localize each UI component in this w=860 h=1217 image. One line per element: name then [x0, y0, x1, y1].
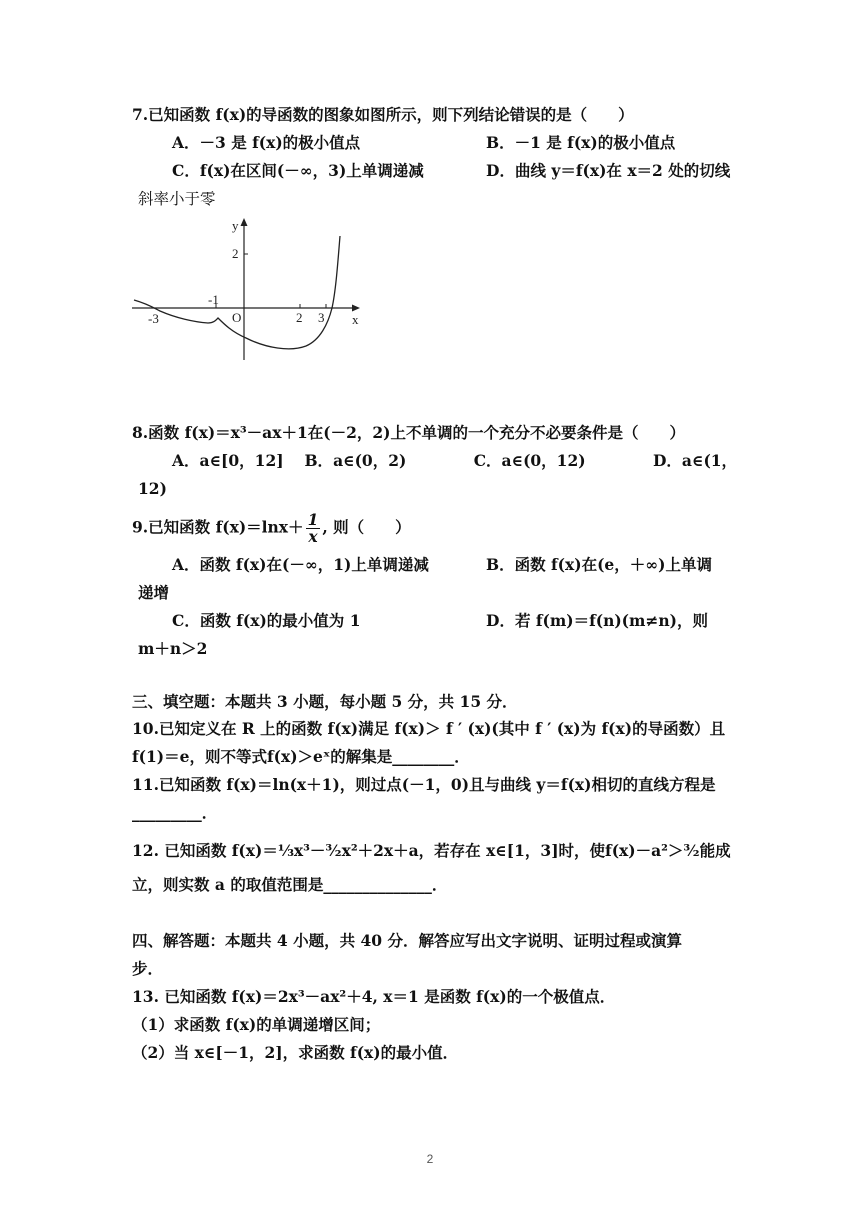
- q7-option-d: D．曲线 y＝f(x)在 x＝2 处的切线: [486, 161, 731, 180]
- section-4-heading-line-1: 四、解答题：本题共 4 小题，共 40 分．解答应写出文字说明、证明过程或演算: [132, 931, 682, 950]
- q7-option-c: C．f(x)在区间(－∞，3)上单调递减: [172, 161, 424, 180]
- y-axis-arrow-icon: [241, 218, 248, 226]
- q9-stem-prefix: 9.已知函数 f(x)＝lnx＋: [132, 517, 304, 537]
- q9-option-b-cont: 递增: [138, 583, 170, 602]
- q12-line-1: 12. 已知函数 f(x)＝⅓x³－³⁄₂x²＋2x＋a，若存在 x∈[1，3]时，使f(x)－a²＞³⁄₂能成: [132, 841, 731, 860]
- q9-stem: [132, 512, 411, 545]
- tick-label-minus-1: -1: [208, 292, 219, 307]
- q9-option-d: D．若 f(m)＝f(n)(m≠n)，则: [486, 611, 709, 630]
- tick-label-minus-3: -3: [148, 311, 159, 326]
- page-number: 2: [426, 1152, 434, 1166]
- x-axis-label: x: [352, 312, 359, 327]
- tick-label-2: 2: [296, 310, 303, 325]
- q9-fraction: [306, 512, 321, 545]
- q10-line-1: 10.已知定义在 R 上的函数 f(x)满足 f(x)＞ f ′ (x)(其中 f ′ (x)为 f(x)的导函数）且: [132, 719, 726, 738]
- derivative-graph: [128, 210, 368, 368]
- q8-options: A．a∈[0，12] B．a∈(0，2) C．a∈(0，12) D．a∈(1，: [172, 451, 738, 470]
- q9-fraction-numerator: 1: [307, 510, 319, 529]
- q11-line-2: _________．: [132, 803, 218, 822]
- q13-part-2: （2）当 x∈[－1，2]，求函数 f(x)的最小值．: [132, 1043, 459, 1062]
- q9-fraction-denominator: x: [308, 527, 318, 546]
- section-4-heading-line-2: 步．: [132, 959, 164, 978]
- y-axis-label: y: [232, 218, 239, 233]
- q13-stem: 13. 已知函数 f(x)＝2x³－ax²＋4, x＝1 是函数 f(x)的一个极值点．: [132, 987, 616, 1006]
- tick-label-3: 3: [318, 310, 325, 325]
- q8-options-cont: 12): [138, 479, 167, 498]
- section-3-heading: 三、填空题：本题共 3 小题，每小题 5 分，共 15 分．: [132, 692, 518, 711]
- q7-option-b: B．－1 是 f(x)的极小值点: [486, 133, 676, 152]
- q11-line-1: 11.已知函数 f(x)＝ln(x＋1)，则过点(－1，0)且与曲线 y＝f(x)相切的直线方程是: [132, 775, 716, 794]
- q7-option-a: A．－3 是 f(x)的极小值点: [172, 133, 361, 152]
- tick-label-y-2: 2: [232, 246, 239, 261]
- q7-option-d-cont: 斜率小于零: [138, 190, 216, 208]
- x-axis-arrow-icon: [352, 305, 360, 312]
- q9-option-c: C．函数 f(x)的最小值为 1: [172, 611, 361, 630]
- origin-label: O: [232, 310, 242, 325]
- q9-option-b: B．函数 f(x)在(e，＋∞)上单调: [486, 555, 713, 574]
- q9-stem-suffix: , 则（ ）: [322, 517, 411, 537]
- q9-option-d-cont: m＋n＞2: [138, 639, 208, 658]
- q10-line-2: f(1)＝e，则不等式f(x)＞eˣ的解集是________．: [132, 747, 470, 766]
- q13-part-1: （1）求函数 f(x)的单调递增区间；: [132, 1015, 381, 1034]
- q12-line-2: 立，则实数 a 的取值范围是______________．: [132, 875, 448, 894]
- q7-stem: 7.已知函数 f(x)的导函数的图象如图所示，则下列结论错误的是（ ）: [132, 105, 634, 124]
- q8-stem: 8.函数 f(x)＝x³－ax＋1在(－2，2)上不单调的一个充分不必要条件是（ ）: [132, 423, 685, 442]
- q9-option-a: A．函数 f(x)在(－∞，1)上单调递减: [172, 555, 429, 574]
